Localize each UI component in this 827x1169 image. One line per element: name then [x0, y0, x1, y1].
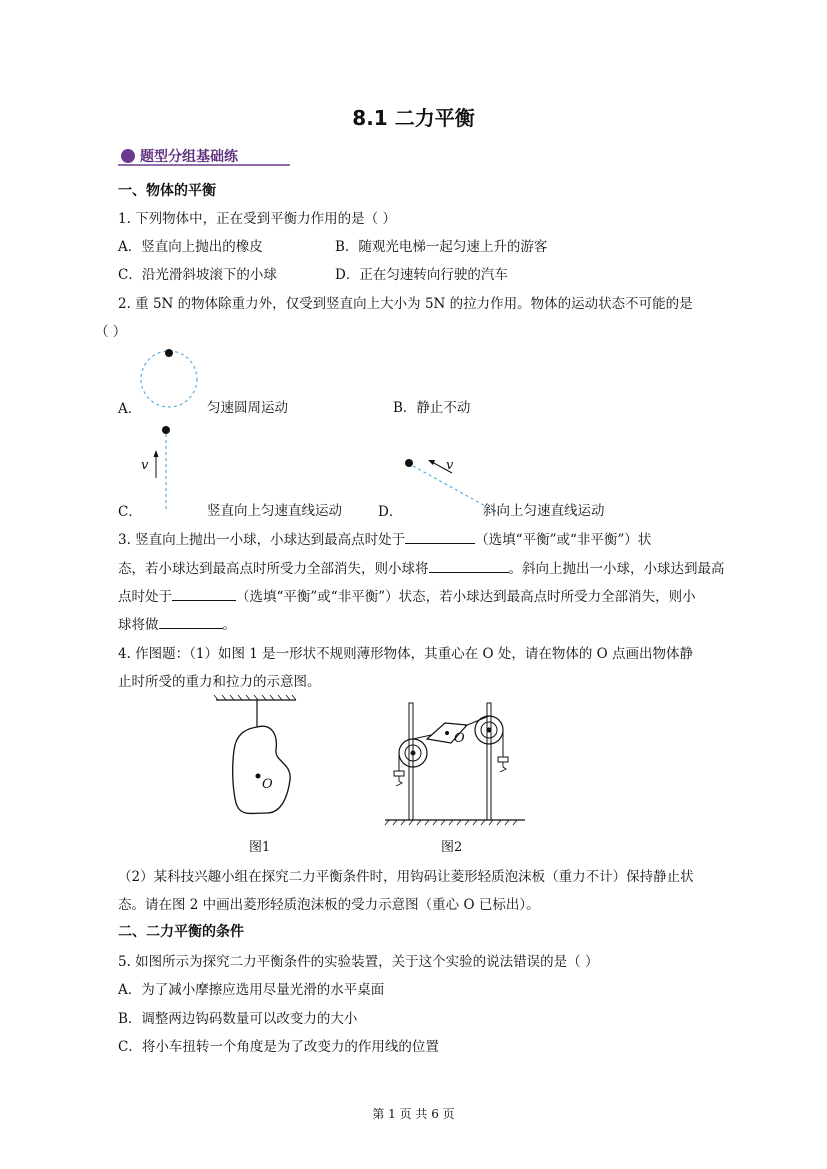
figure-1-caption: 图1: [249, 840, 271, 855]
q2-option-d-label: D．: [378, 504, 403, 520]
q3-line-2-b: 。斜向上抛出一小球，小球达到最高: [508, 561, 725, 577]
q3-line-4: [118, 613, 236, 633]
q2-stem: 2. 重 5N 的物体除重力外，仅受到竖直向上大小为 5N 的拉力作用。物体的运动状态不可能的是: [118, 296, 693, 312]
q1-option-a: A．竖直向上抛出的橡皮: [118, 239, 263, 255]
q4-line-2: 止时所受的重力和拉力的示意图。: [118, 674, 321, 690]
q2-option-c-label: C．: [118, 504, 142, 520]
page-footer: 第 1 页 共 6 页: [372, 1107, 455, 1121]
q3-line-3-b: （选填“平衡”或“非平衡”）状态，若小球达到最高点时所受力全部消失，则小: [236, 589, 696, 605]
q2-option-a-label: A．: [118, 401, 142, 417]
q3-line-4-b: 。: [222, 617, 236, 633]
q1-option-b: B．随观光电梯一起匀速上升的游客: [335, 239, 548, 255]
q3-blank-4[interactable]: [159, 614, 223, 629]
q5-option-b: B．调整两边钩码数量可以改变力的大小: [118, 1011, 358, 1027]
q3-line-1: [118, 528, 651, 548]
q1-option-d: D．正在匀速转向行驶的汽车: [335, 267, 508, 283]
section-heading-1: 一、物体的平衡: [118, 183, 216, 199]
q3-line-1-a: 3. 竖直向上抛出一小球，小球达到最高点时处于: [118, 532, 406, 548]
q5-option-c: C．将小车扭转一个角度是为了改变力的作用线的位置: [118, 1039, 439, 1055]
q3-line-3-a: 点时处于: [118, 589, 172, 605]
q2-circle-figure: [135, 345, 205, 415]
q2-stem-bracket: （ ）: [95, 324, 127, 340]
q3-line-1-b: （选填“平衡”或“非平衡”）状: [475, 532, 652, 548]
section-heading-2: 二、二力平衡的条件: [118, 924, 244, 940]
q3-blank-2[interactable]: [429, 558, 509, 573]
q4-line-4: 态。请在图 2 中画出菱形轻质泡沫板的受力示意图（重心 O 已标出）。: [118, 897, 540, 913]
q4-line-3: （2）某科技兴趣小组在探究二力平衡条件时，用钩码让菱形轻质泡沫板（重力不计）保持静止状: [118, 869, 694, 885]
q4-line-1: 4. 作图题：（1）如图 1 是一形状不规则薄形物体，其重心在 O 处，请在物体的 O 点画出物体静: [118, 646, 693, 662]
q5-option-a: A．为了减小摩擦应选用尽量光滑的水平桌面: [118, 982, 385, 998]
q1-stem: 1. 下列物体中，正在受到平衡力作用的是（ ）: [118, 211, 396, 227]
q3-line-2: [118, 557, 725, 577]
q2-option-b: B．静止不动: [393, 400, 471, 416]
section-banner: [118, 145, 290, 167]
q5-stem: 5. 如图所示为探究二力平衡条件的实验装置，关于这个实验的说法错误的是（ ）: [118, 954, 599, 970]
q2-option-d-text: 斜向上匀速直线运动: [483, 503, 605, 519]
q2-option-a-text: 匀速圆周运动: [207, 400, 288, 416]
q3-line-3: [118, 585, 696, 605]
figure-2-caption: 图2: [441, 840, 463, 855]
banner-label: 题型分组基础练: [140, 149, 238, 165]
q2-option-c-text: 竖直向上匀速直线运动: [207, 503, 342, 519]
q2-velocity-label-d: v: [446, 458, 454, 473]
figure-2-center-label: O: [454, 731, 465, 746]
q3-line-4-a: 球将做: [118, 617, 159, 633]
figure-1-hanging-object: [212, 695, 302, 825]
page-title: 8.1 二力平衡: [352, 106, 475, 130]
q1-option-c: C．沿光滑斜坡滚下的小球: [118, 267, 277, 283]
q2-velocity-label-c: v: [141, 458, 149, 473]
q3-line-2-a: 态，若小球达到最高点时所受力全部消失，则小球将: [118, 561, 429, 577]
figure-2-pulley-setup: [385, 695, 525, 830]
figure-1-center-label: O: [262, 777, 273, 792]
q3-blank-3[interactable]: [172, 586, 236, 601]
q3-blank-1[interactable]: [405, 529, 475, 544]
